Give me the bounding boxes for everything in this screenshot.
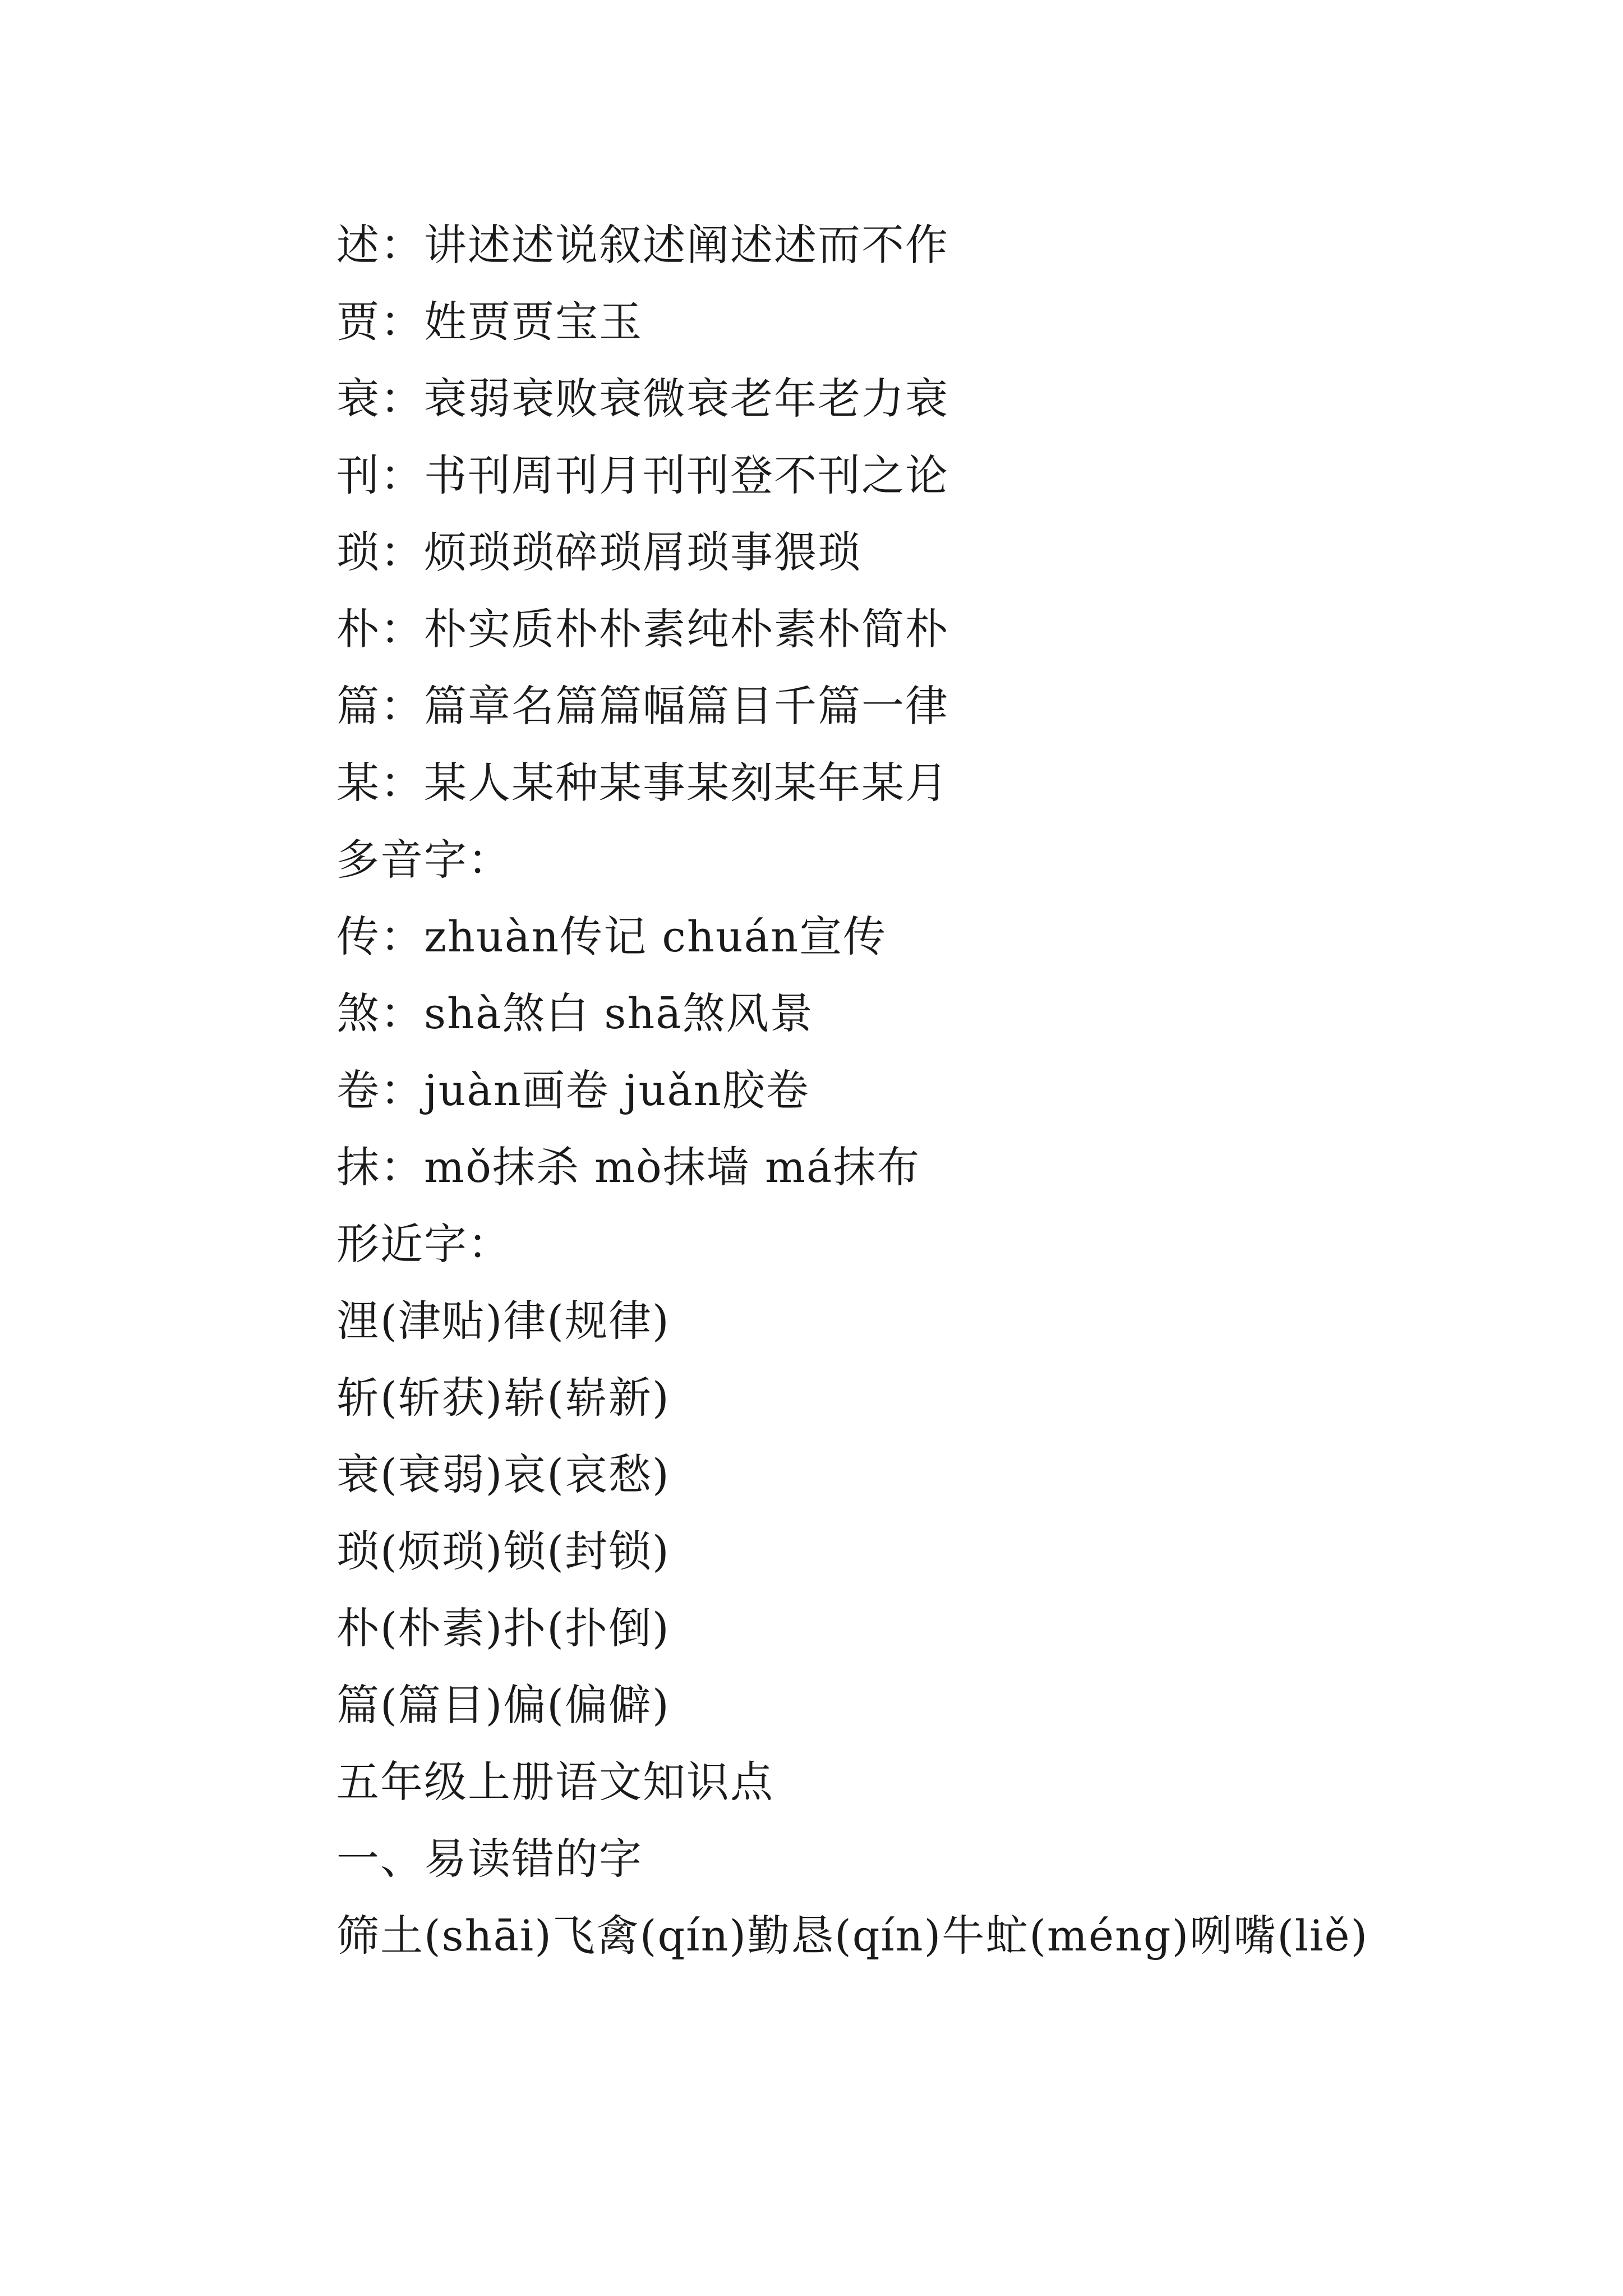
text-line-18: 琐(烦琐)锁(封锁)	[336, 1526, 670, 1576]
text-line-10: 传：zhuàn传记 chuán宣传	[336, 912, 887, 961]
text-line-4: 刊：书刊周刊月刊刊登不刊之论	[336, 450, 949, 500]
section-heading-similar-chars: 形近字：	[336, 1219, 511, 1269]
text-line-16: 斩(斩获)崭(崭新)	[336, 1373, 670, 1423]
subsection-title: 一、易读错的字	[336, 1834, 643, 1884]
text-line-2: 贾：姓贾贾宝玉	[336, 297, 643, 347]
paragraph-misread-words: 筛土(shāi)飞禽(qín)勤恳(qín)牛虻(méng)咧嘴(liě)	[336, 1911, 1369, 1961]
text-line-19: 朴(朴素)扑(扑倒)	[336, 1603, 670, 1653]
text-line-13: 抹：mǒ抹杀 mò抹墙 má抹布	[336, 1142, 921, 1192]
text-line-11: 煞：shà煞白 shā煞风景	[336, 988, 814, 1038]
text-line-17: 衰(衰弱)哀(哀愁)	[336, 1450, 670, 1499]
section-heading-polyphonic: 多音字：	[336, 835, 511, 885]
text-line-5: 琐：烦琐琐碎琐屑琐事猥琐	[336, 527, 861, 577]
text-line-12: 卷：juàn画卷 juǎn胶卷	[336, 1065, 810, 1115]
section-title: 五年级上册语文知识点	[336, 1757, 774, 1807]
document-body	[252, 206, 1430, 1974]
text-line-20: 篇(篇目)偏(偏僻)	[336, 1680, 670, 1730]
text-line-7: 篇：篇章名篇篇幅篇目千篇一律	[336, 681, 949, 731]
text-line-8: 某：某人某种某事某刻某年某月	[336, 758, 949, 808]
text-line-15: 浬(津贴)律(规律)	[336, 1296, 670, 1346]
text-line-6: 朴：朴实质朴朴素纯朴素朴简朴	[336, 604, 949, 654]
text-line-3: 衰：衰弱衰败衰微衰老年老力衰	[336, 374, 949, 424]
text-line-1: 述：讲述述说叙述阐述述而不作	[336, 220, 949, 270]
